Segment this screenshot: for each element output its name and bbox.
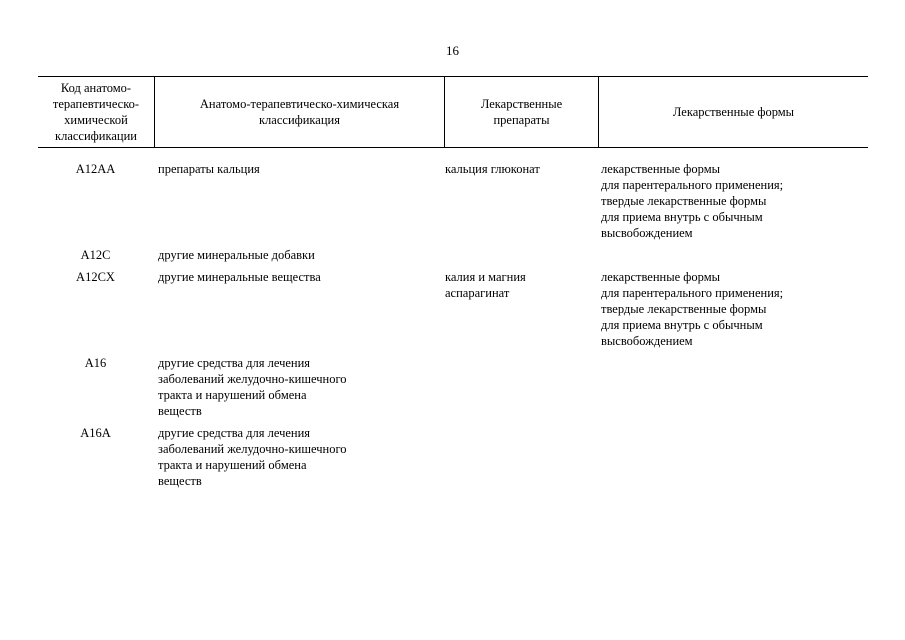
header-classification-label: Анатомо-терапевтическо-химическая классификация [199,97,400,127]
row-classification: другие минеральные вещества [158,270,321,284]
row-classification: другие средства для лечения заболеваний желудочно-кишечного тракта и нарушений обмена веществ [158,356,347,418]
row-classification: другие средства для лечения заболеваний желудочно-кишечного тракта и нарушений обмена веществ [158,426,347,488]
row-classification: другие минеральные добавки [158,248,315,262]
row-code: A12C [80,248,111,262]
table-row [38,355,868,419]
row-drugs [403,247,563,263]
row-code: A16A [80,426,111,440]
table-header-bottom-rule [38,147,868,148]
header-drugs-label: Лекарственные препараты [480,97,563,127]
header-forms-label: Лекарственные формы [672,105,795,119]
table-row [38,247,868,263]
table-row [38,161,868,241]
row-forms [563,425,868,489]
row-code: A12CX [76,270,115,284]
header-code [38,77,154,147]
header-forms [599,77,868,147]
row-code: A16 [84,356,107,370]
row-forms [563,247,868,263]
row-drugs [403,355,563,419]
row-classification: препараты кальция [158,162,260,176]
table-row [38,269,868,349]
header-drugs [445,77,598,147]
row-forms: лекарственные формы для парентерального применения; твердые лекарственные формы для приема внутрь с обычным высвобождением [601,162,784,240]
table-body [38,161,868,495]
table-row [38,425,868,489]
row-drugs: кальция глюконат [445,162,540,176]
row-code: A12AA [75,162,116,176]
row-drugs: калия и магния аспарагинат [445,270,526,300]
page-number: 16 [446,43,459,58]
header-classification [155,77,444,147]
row-forms [563,355,868,419]
header-code-label: Код анатомо- терапевтическо- химической классификации [52,81,140,143]
row-forms: лекарственные формы для парентерального применения; твердые лекарственные формы для приема внутрь с обычным высвобождением [601,270,784,348]
row-drugs [403,425,563,489]
